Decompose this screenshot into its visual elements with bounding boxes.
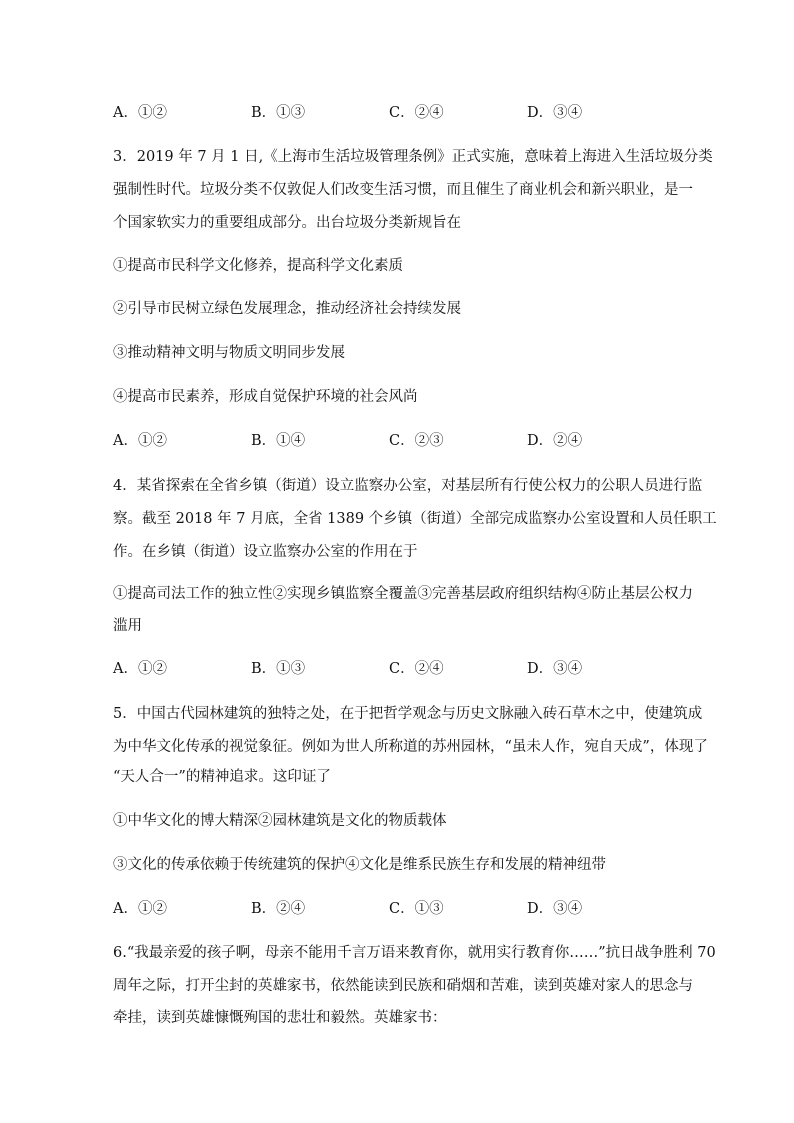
q5-item-line: ①中华文化的博大精深②园林建筑是文化的物质载体 bbox=[113, 813, 447, 829]
q5-item-line: ③文化的传承依赖于传统建筑的保护④文化是维系民族生存和发展的精神纽带 bbox=[113, 857, 606, 873]
option-a[interactable]: A．①② bbox=[113, 901, 167, 917]
q4-stem-line: 作。在乡镇（街道）设立监察办公室的作用在于 bbox=[113, 544, 418, 560]
q5-stem-line: 5．中国古代园林建筑的独特之处，在于把哲学观念与历史文脉融入砖石草木之中，使建筑成 bbox=[113, 706, 703, 722]
q6-stem-line: 6.“我最亲爱的孩子啊，母亲不能用千言万语来教育你，就用实行教育你……”抗日战争胜利 70 bbox=[113, 945, 716, 961]
option-b[interactable]: B．②④ bbox=[251, 901, 306, 917]
option-a[interactable]: A．①② bbox=[113, 661, 167, 677]
q4-stem-line: 4．某省探索在全省乡镇（街道）设立监察办公室，对基层所有行使公权力的公职人员进行监 bbox=[113, 478, 703, 494]
q3-stem-line: 个国家软实力的重要组成部分。出台垃圾分类新规旨在 bbox=[113, 215, 461, 231]
option-c[interactable]: C．②④ bbox=[389, 661, 444, 677]
q5-options bbox=[113, 899, 673, 919]
q3-item-4: ④提高市民素养，形成自觉保护环境的社会风尚 bbox=[113, 389, 418, 405]
q4-options bbox=[113, 659, 673, 679]
option-d[interactable]: D．③④ bbox=[527, 901, 583, 917]
q5-stem-line: “天人合一”的精神追求。这印证了 bbox=[113, 769, 331, 785]
q5-stem-line: 为中华文化传承的视觉象征。例如为世人所称道的苏州园林，“虽未人作，宛自天成”，体现了 bbox=[113, 739, 708, 755]
option-a[interactable]: A．①② bbox=[113, 433, 167, 449]
q3-item-2: ②引导市民树立绿色发展理念，推动经济社会持续发展 bbox=[113, 301, 461, 317]
option-b[interactable]: B．①③ bbox=[251, 105, 306, 121]
option-b[interactable]: B．①③ bbox=[251, 661, 306, 677]
q2-options bbox=[113, 103, 673, 123]
q3-item-3: ③推动精神文明与物质文明同步发展 bbox=[113, 345, 345, 361]
option-d[interactable]: D．②④ bbox=[527, 433, 583, 449]
q4-item-line: 滥用 bbox=[113, 618, 142, 634]
q4-stem-line: 察。截至 2018 年 7 月底，全省 1389 个乡镇（街道）全部完成监察办公室设置和人员任职工 bbox=[113, 511, 717, 527]
option-b[interactable]: B．①④ bbox=[251, 433, 306, 449]
option-d[interactable]: D．③④ bbox=[527, 661, 583, 677]
option-c[interactable]: C．②④ bbox=[389, 105, 444, 121]
q3-item-1: ①提高市民科学文化修养，提高科学文化素质 bbox=[113, 258, 403, 274]
option-c[interactable]: C．②③ bbox=[389, 433, 444, 449]
q6-stem-line: 周年之际，打开尘封的英雄家书，依然能读到民族和硝烟和苦难，读到英雄对家人的思念与 bbox=[113, 978, 693, 994]
q3-options bbox=[113, 431, 673, 451]
option-d[interactable]: D．③④ bbox=[527, 105, 583, 121]
option-c[interactable]: C．①③ bbox=[389, 901, 444, 917]
q6-stem-line: 牵挂，读到英雄慷慨殉国的悲壮和毅然。英雄家书： bbox=[113, 1010, 447, 1026]
q4-item-line: ①提高司法工作的独立性②实现乡镇监察全覆盖③完善基层政府组织结构④防止基层公权力 bbox=[113, 586, 693, 602]
q3-stem-line: 3．2019 年 7 月 1 日,《上海市生活垃圾管理条例》正式实施，意味着上海进入生活垃圾分类 bbox=[113, 149, 713, 165]
q3-stem-line: 强制性时代。垃圾分类不仅敦促人们改变生活习惯，而且催生了商业机会和新兴职业，是一 bbox=[113, 182, 693, 198]
option-a[interactable]: A．①② bbox=[113, 105, 167, 121]
